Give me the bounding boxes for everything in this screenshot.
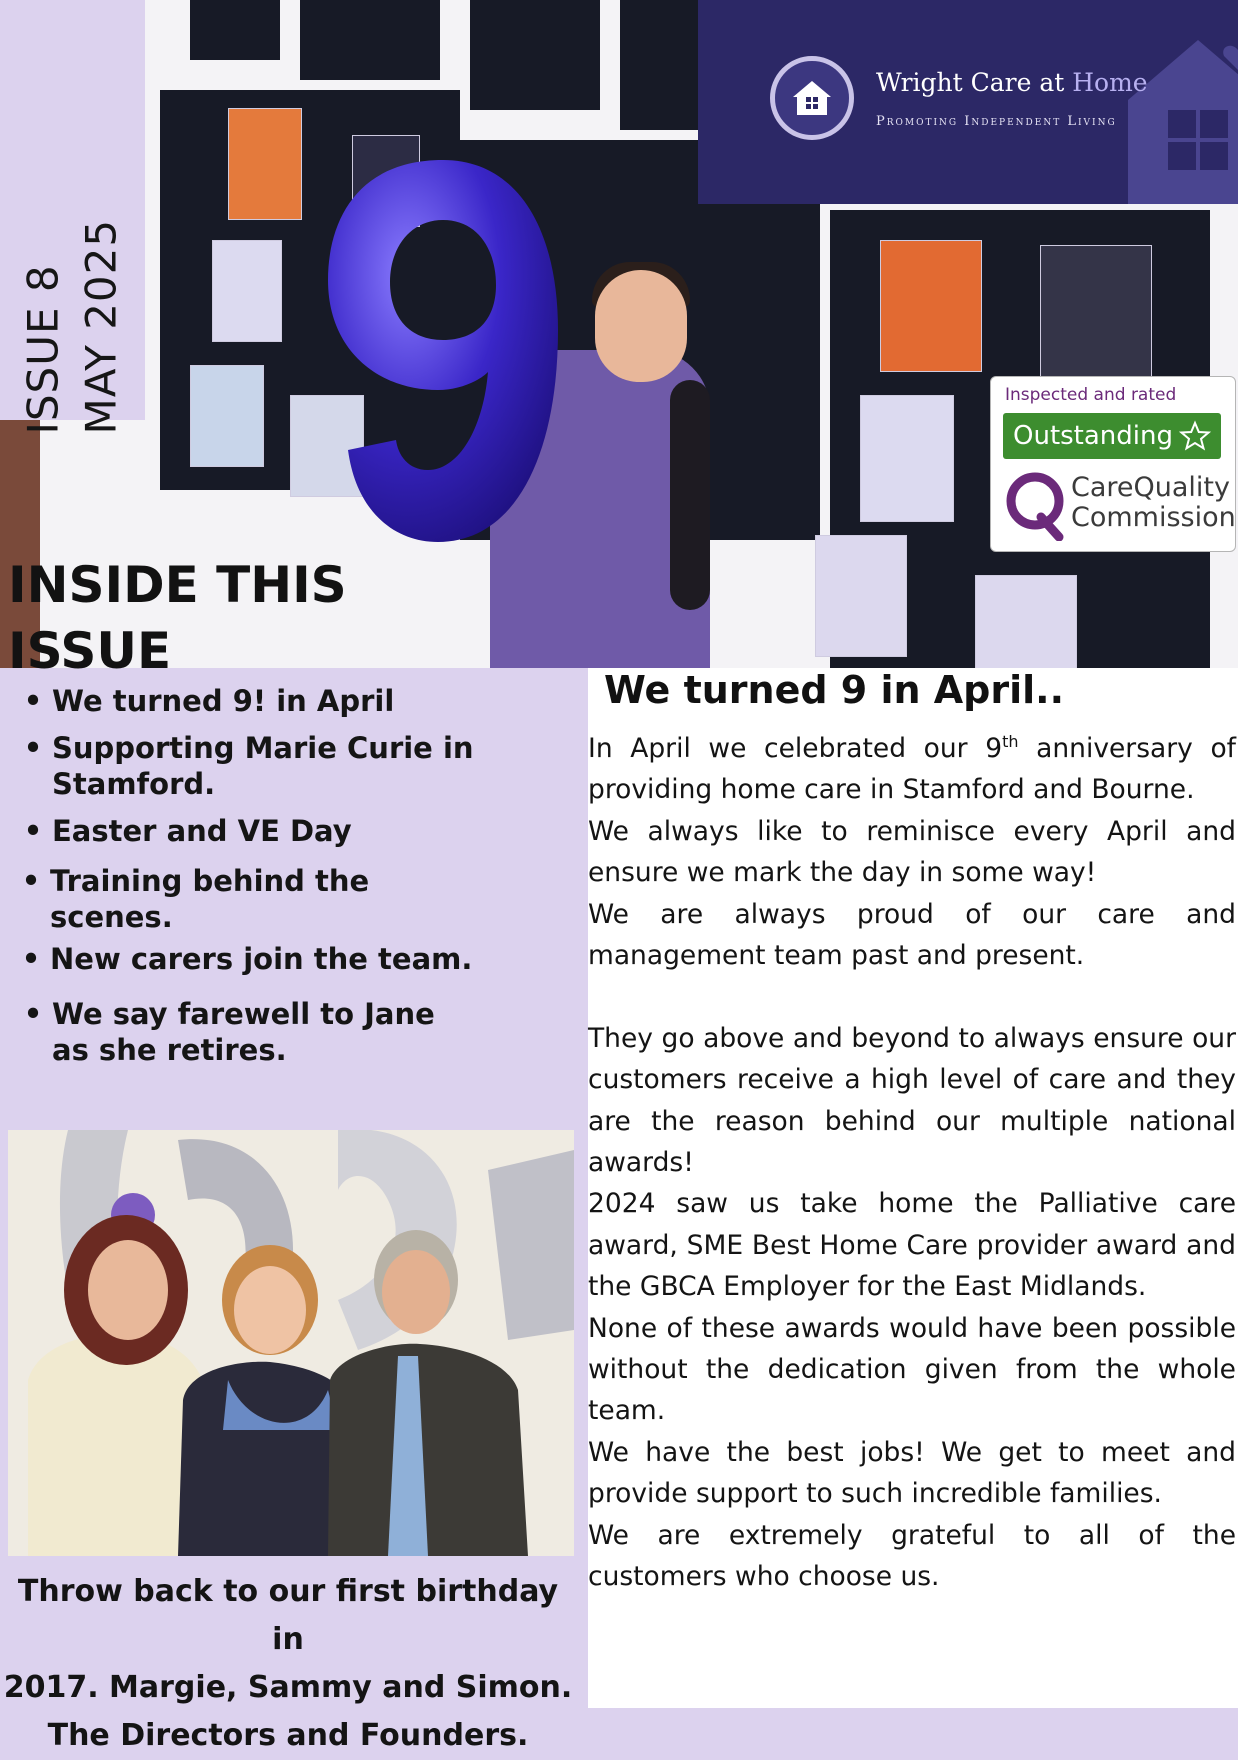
throwback-caption-line1: Throw back to our first birthday in <box>17 1574 559 1657</box>
inside-item: • New carers join the team. <box>21 942 473 976</box>
window-pane <box>470 0 600 110</box>
inside-item: • We turned 9! in April <box>23 684 395 718</box>
cqc-name <box>1071 473 1236 533</box>
article-paragraph: None of these awards would have been possible without the dedication given from the whole team. <box>588 1312 1236 1427</box>
directors-photo-illustration <box>8 1130 574 1556</box>
article-paragraph <box>588 728 1236 811</box>
star-outline-icon <box>1179 420 1211 452</box>
window-pane <box>620 0 700 130</box>
inside-title-line2: ISSUE <box>8 622 172 680</box>
article-title: We turned 9 in April.. <box>604 668 1065 712</box>
poster <box>880 240 982 372</box>
throwback-photo <box>8 1130 574 1556</box>
window-pane <box>300 0 440 80</box>
throwback-caption <box>0 1568 576 1760</box>
cqc-rating-bar <box>1003 413 1221 459</box>
article-p1-start: In April we celebrated our 9 <box>588 733 1003 764</box>
inside-item-text: Easter and VE Day <box>52 814 352 848</box>
throwback-caption-line2: 2017. Margie, Sammy and Simon. <box>3 1670 573 1705</box>
inside-title-line1: INSIDE THIS <box>8 556 347 614</box>
inside-item-text: We say farewell to Jane <box>52 997 435 1031</box>
inside-item-text: Training behind the <box>50 864 370 898</box>
cqc-name-line2: Commission <box>1071 502 1236 533</box>
cqc-q-logo-icon <box>1003 469 1067 541</box>
cqc-rating-text: Outstanding <box>1013 421 1173 451</box>
brand-name <box>876 68 1148 97</box>
number-nine-balloon-icon <box>318 150 568 550</box>
inside-item-text-cont: as she retires. <box>52 1033 287 1067</box>
house-decoration-icon <box>1118 20 1238 204</box>
throwback-caption-line3: The Directors and Founders. <box>47 1718 529 1753</box>
brand-name-part1: Wright Care at <box>876 68 1065 97</box>
brand-logo-icon <box>770 56 854 140</box>
inside-item-text: Supporting Marie Curie in <box>52 731 474 765</box>
issue-date: MAY 2025 <box>76 218 125 435</box>
poster <box>212 240 282 342</box>
poster <box>815 535 907 657</box>
poster <box>190 365 264 467</box>
cqc-inspected-label: Inspected and rated <box>1005 385 1177 405</box>
cqc-rating-badge <box>990 376 1236 552</box>
inside-item: • Supporting Marie Curie in Stamford. <box>14 730 474 802</box>
inside-item: • Training behind the scenes. <box>12 863 369 935</box>
article-paragraph: We have the best jobs! We get to meet and provide support to such incredible families. <box>588 1436 1236 1510</box>
article-paragraph: They go above and beyond to always ensure our customers receive a high level of care and they are the reason behind our multiple national awards! <box>588 1022 1236 1179</box>
inside-item: • Easter and VE Day <box>23 814 352 848</box>
article-body <box>588 728 1236 1598</box>
issue-tab <box>0 0 145 435</box>
inside-item-text-cont: Stamford. <box>52 767 216 801</box>
article-paragraph: We are always proud of our care and management team past and present. <box>588 898 1236 972</box>
brand-banner <box>698 0 1238 204</box>
poster <box>975 575 1077 668</box>
person-face <box>595 270 687 382</box>
issue-number: ISSUE 8 <box>18 264 67 435</box>
person-arm <box>670 380 710 610</box>
window-pane <box>190 0 280 60</box>
brand-name-part2: Home <box>1072 68 1148 97</box>
article-p1-end: anniversary of providing home care in Stamford and Bourne. <box>588 733 1236 806</box>
inside-item: • We say farewell to Jane as she retires. <box>14 996 435 1068</box>
poster <box>1040 245 1152 377</box>
inside-item-text: New carers join the team. <box>50 942 473 976</box>
article-paragraph: We always like to reminisce every April and ensure we mark the day in some way! <box>588 815 1236 889</box>
poster <box>228 108 302 220</box>
poster <box>860 395 954 522</box>
article-paragraph: We are extremely grateful to all of the customers who choose us. <box>588 1519 1236 1593</box>
issue-label <box>0 63 145 443</box>
inside-title <box>8 552 347 684</box>
inside-item-text-cont: scenes. <box>50 900 173 934</box>
article-p1-superscript: th <box>1002 732 1019 752</box>
brand-tagline: Promoting Independent Living <box>876 114 1117 129</box>
inside-item-text: We turned 9! in April <box>52 684 395 718</box>
cqc-name-line1: CareQuality <box>1071 472 1230 503</box>
article-paragraph: 2024 saw us take home the Palliative care award, SME Best Home Care provider award and the GBCA Employer for the East Midlands. <box>588 1188 1236 1303</box>
